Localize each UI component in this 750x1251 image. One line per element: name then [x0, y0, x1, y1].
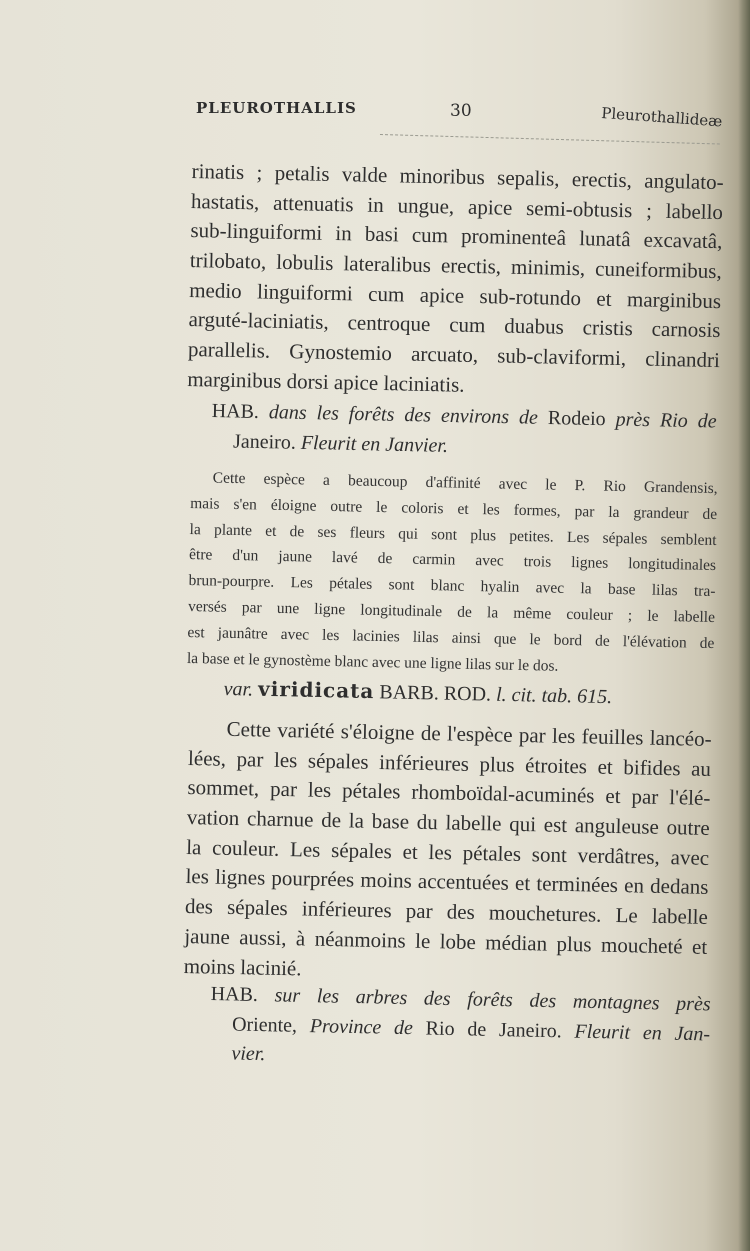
habitat-tail: près Rio de	[615, 408, 717, 433]
habitat-italic: Province de	[309, 1014, 414, 1039]
variety-description	[183, 714, 711, 992]
variety-author: BARB. ROD.	[379, 681, 492, 706]
description-line: trilobato, lobulis lateralibus erectis, minimis, cuneiformibus,	[189, 248, 722, 284]
habitat-place: Janeiro.	[232, 430, 297, 454]
latin-description	[187, 157, 724, 406]
page-edge-shadow	[738, 0, 750, 1251]
note-line: être d'un jaune lavé de carmin avec trois lignes longitudinales	[188, 546, 717, 575]
description-line: hastatis, attenuatis in ungue, apice semi-obtusis ; labello	[190, 188, 724, 224]
habitat-place: Rio de Janeiro.	[425, 1017, 562, 1043]
habitat-label: HAB.	[210, 982, 259, 1006]
habitat-species	[211, 397, 717, 467]
description-line: sub-linguiformi in basi cum prominenteâ lunatâ excavatâ,	[190, 218, 723, 254]
species-note	[187, 465, 718, 682]
variety-text-line: Cette variété s'éloigne de l'espèce par les feuilles lancéo-	[226, 716, 712, 751]
habitat-flowering: Fleurit en Janvier.	[300, 431, 449, 457]
habitat-flowering-end: vier.	[231, 1042, 266, 1066]
note-line: la base et le gynostème blanc avec une ligne lilas sur le dos.	[186, 649, 559, 675]
variety-text-line: jaune aussi, à néanmoins le lobe médian plus moucheté et	[184, 923, 708, 959]
variety-citation: l. cit. tab. 615.	[495, 683, 613, 709]
habitat-flowering: Fleurit en Jan-	[574, 1020, 711, 1046]
note-line: Cette espèce a beaucoup d'affinité avec le P. Rio Grandensis,	[212, 469, 718, 498]
description-line: parallelis. Gynostemio arcuato, sub-claviformi, clinandri	[187, 337, 721, 373]
note-line: est jaunâtre avec les lacinies lilas ainsi que le bord de l'élévation de	[187, 623, 715, 652]
running-head-genus: PLEUROTHALLIS	[196, 99, 357, 117]
running-head-tribe: Pleurothallideæ	[600, 104, 723, 131]
habitat-italic: sur les arbres des forêts des montagnes près	[274, 984, 711, 1016]
variety-text-line: les lignes pourprées moins accentuées et terminées en dedans	[185, 864, 709, 900]
description-line: medio linguiformi cum apice sub-rotundo et marginibus	[188, 277, 722, 313]
variety-name: viridicata	[257, 676, 375, 704]
habitat-place: Oriente,	[231, 1013, 298, 1037]
description-line: rinatis ; petalis valde minoribus sepalis, erectis, angulato-	[191, 158, 724, 195]
description-line: marginibus dorsi apice laciniatis.	[187, 366, 465, 397]
variety-text-line: vation charnue de la base du labelle qui est anguleuse outre	[186, 805, 710, 840]
habitat-place: Rodeio	[547, 407, 606, 431]
habitat-label: HAB.	[211, 399, 260, 423]
note-line: versés par une ligne longitudinale de la même couleur ; le labelle	[187, 597, 716, 626]
variety-text-line: la couleur. Les sépales et les pétales sont verdâtres, avec	[185, 834, 710, 870]
header-rule	[380, 134, 720, 144]
variety-prefix: var.	[223, 677, 254, 701]
note-line: la plante et de ses fleurs qui sont plus petites. Les sépales semblent	[189, 520, 717, 549]
variety-text-line: sommet, par les pétales rhomboïdal-acuminés et par l'élé-	[187, 775, 711, 811]
habitat-variety	[209, 980, 711, 1080]
variety-text-line: moins lacinié.	[183, 953, 302, 980]
note-line: mais s'en éloigne outre le coloris et les formes, par la grandeur de	[190, 494, 718, 523]
variety-text-line: des sépales inférieures par des mouchetures. Le labelle	[184, 894, 709, 930]
variety-text-line: lées, par les sépales inférieures plus étroites et bifides au	[187, 745, 712, 781]
description-line: arguté-laciniatis, centroque cum duabus cristis carnosis	[188, 307, 721, 343]
page-number: 30	[450, 101, 472, 121]
note-line: brun-pourpre. Les pétales sont blanc hyalin avec la base lilas tra-	[188, 572, 716, 601]
habitat-italic: dans les forêts des environs de	[268, 401, 539, 429]
